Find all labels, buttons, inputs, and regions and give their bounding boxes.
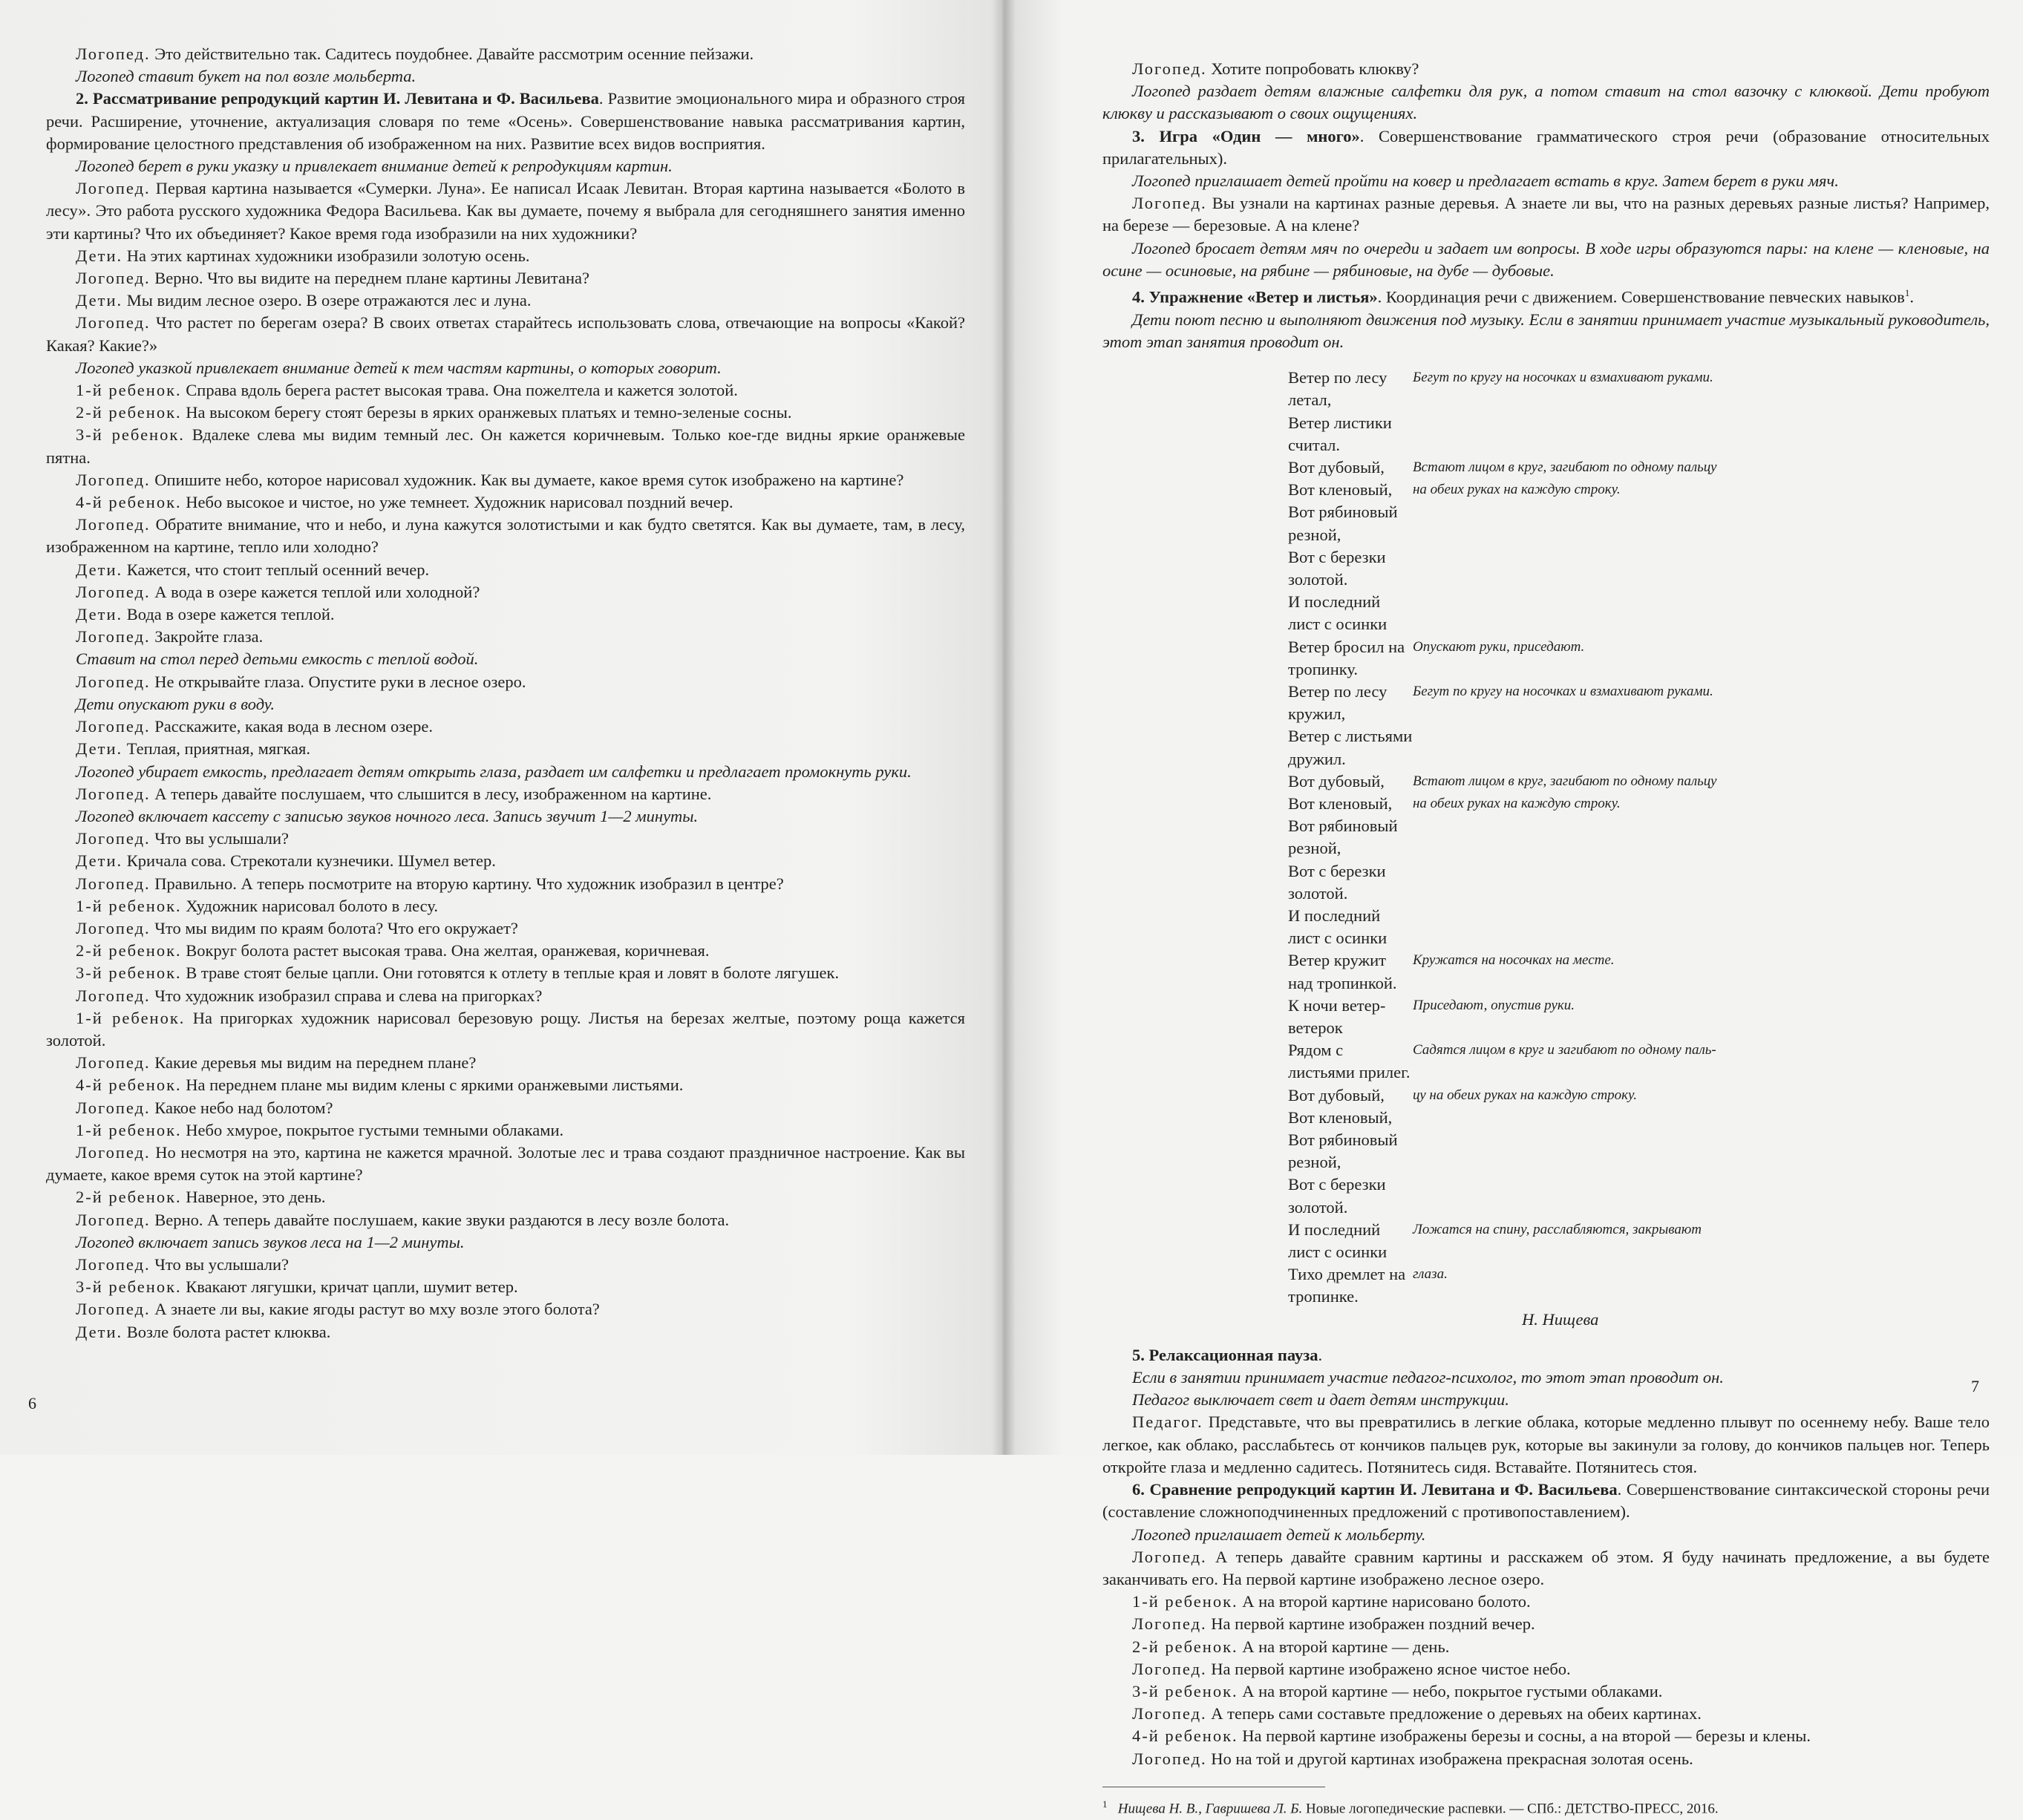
paragraph [46, 1074, 965, 1096]
text-run: Логопед указкой привлекает внимание детей к тем частям картины, о которых говорит. [76, 358, 722, 377]
speaker-label: 4-й ребенок. [1132, 1726, 1238, 1746]
poem-verse: Вот с березки золотой. [1288, 547, 1386, 589]
poem-stage-direction: Опускают руки, приседают. [1413, 638, 1585, 655]
paragraph [46, 1097, 965, 1119]
paragraph [46, 805, 965, 828]
text-run: Но на той и другой картинах изображена прекрасная золотая осень. [1206, 1749, 1693, 1768]
text-run: Художник нарисовал болото в лесу. [181, 896, 438, 915]
speaker-label: Логопед. [76, 829, 151, 848]
paragraph [1102, 1748, 1990, 1770]
paragraph [46, 245, 965, 267]
text-run: . Совершенствование грамматического строя речи (образование относительных прилагательных). [1102, 126, 1990, 168]
text-run: Что вы услышали? [150, 829, 290, 848]
speaker-label: 2-й ребенок. [1132, 1637, 1238, 1656]
paragraph [1102, 1344, 1990, 1366]
text-run: На пригорках художник нарисовал березовую рощу. Листья на березах желтые, поэтому роща кажется золотой. [46, 1008, 965, 1050]
poem-line [1102, 860, 1990, 905]
speaker-label: Логопед. [76, 1053, 151, 1073]
section-heading: 5. Релаксационная пауза [1132, 1345, 1318, 1364]
text-run: Справа вдоль берега растет высокая трава. Она пожелтела и кажется золотой. [181, 381, 738, 400]
text-run: На первой картине изображено ясное чистое небо. [1206, 1659, 1571, 1678]
text-run: Кричала сова. Стрекотали кузнечики. Шумел ветер. [122, 851, 496, 871]
text-run: Что мы видим по краям болота? Что его окружает? [150, 918, 518, 937]
paragraph [46, 424, 965, 468]
speaker-label: Логопед. [1132, 1659, 1207, 1678]
footnote-authors: Нищева Н. В., Гавришева Л. Б. [1117, 1801, 1303, 1817]
speaker-label: Логопед. [76, 515, 151, 534]
poem-line [1102, 636, 1990, 681]
paragraph [1102, 1703, 1990, 1725]
text-run: Логопед приглашает детей к мольберту. [1132, 1525, 1426, 1544]
text-run: Наверное, это день. [181, 1188, 326, 1207]
paragraph [46, 1231, 965, 1254]
paragraph [46, 88, 965, 155]
paragraph [46, 491, 965, 514]
text-run: . [1909, 287, 1914, 307]
paragraph [46, 962, 965, 984]
paragraph [46, 985, 965, 1007]
right-page [1002, 0, 2023, 1817]
poem-line [1102, 1219, 1990, 1263]
paragraph [46, 1254, 965, 1276]
poem-verse: Вот рябиновый резной, [1288, 503, 1398, 544]
speaker-label: 1-й ребенок. [76, 896, 182, 915]
poem-verse: Ветер бросил на тропинку. [1288, 637, 1405, 678]
paragraph [46, 603, 965, 626]
paragraph [46, 626, 965, 648]
speaker-label: 1-й ребенок. [76, 1008, 186, 1027]
text-run: Не открывайте глаза. Опустите руки в лесное озеро. [150, 672, 526, 691]
left-page-text [46, 43, 965, 1343]
paragraph [46, 895, 965, 917]
paragraph [46, 43, 965, 65]
text-run: Верно. Что вы видите на переднем плане картины Левитана? [150, 269, 589, 288]
poem-stage-direction [1413, 725, 1990, 770]
right-top-text [1102, 58, 1990, 353]
footnote-ref: 1 [1904, 287, 1910, 299]
paragraph [46, 177, 965, 245]
text-run: А на второй картине — день. [1238, 1637, 1450, 1656]
speaker-label: Дети. [76, 560, 123, 579]
left-page-number: 6 [28, 1394, 36, 1413]
poem-stage-direction: Бегут по кругу на носочках и взмахивают руками. [1413, 370, 1713, 386]
text-run: Что художник изобразил справа и слева на пригорках? [150, 986, 543, 1005]
speaker-label: 2-й ребенок. [76, 403, 182, 422]
poem-stage-direction [1413, 412, 1990, 456]
text-run: А теперь давайте сравним картины и расскажем об этом. Я буду начинать предложение, а вы будете заканчивать его. На первой картине изображено лесное озеро. [1102, 1547, 1990, 1588]
speaker-label: Дети. [76, 246, 123, 265]
poem-stage-direction: на обеих руках на каждую строку. [1413, 482, 1621, 498]
text-run: Педагог выключает свет и дает детям инструкции. [1132, 1390, 1509, 1410]
paragraph [1102, 1546, 1990, 1591]
text-run: Дети поют песню и выполняют движения под музыку. Если в занятии принимает участие музыкальный руководитель, этот этап занятия проводит он. [1102, 310, 1990, 351]
speaker-label: Логопед. [76, 874, 151, 893]
poem-verse: Ветер с листьями дружил. [1288, 727, 1413, 768]
speaker-label: Логопед. [76, 918, 151, 937]
text-run: На этих картинах художники изобразили золотую осень. [122, 246, 530, 265]
speaker-label: Логопед. [76, 986, 151, 1005]
text-run: А теперь давайте послушаем, что слышится в лесу, изображенном на картине. [150, 784, 712, 803]
paragraph [46, 1209, 965, 1231]
poem-line [1102, 412, 1990, 456]
paragraph [46, 514, 965, 558]
poem-line [1102, 591, 1990, 635]
paragraph [46, 267, 965, 289]
speaker-label: Логопед. [1132, 59, 1207, 78]
paragraph [1102, 1591, 1990, 1613]
poem-stage-direction: на обеих руках на каждую строку. [1413, 796, 1621, 811]
book-gutter [992, 0, 1016, 1455]
poem-line [1102, 546, 1990, 591]
poem-stage-direction: Ложатся на спину, расслабляются, закрывают [1413, 1221, 1702, 1237]
text-run: Дети опускают руки в воду. [76, 694, 275, 713]
paragraph [46, 693, 965, 716]
poem-line [1102, 725, 1990, 770]
poem-stage-direction: Садятся лицом в круг и загибают по одному паль- [1413, 1042, 1716, 1058]
paragraph [1102, 1680, 1990, 1703]
text-run: . Совершенствование синтаксической стороны речи (составление сложноподчиненных предложений с противопоставлением). [1102, 1480, 1990, 1522]
poem-verse: Ветер по лесу кружил, [1288, 681, 1388, 724]
speaker-label: Логопед. [1132, 194, 1207, 213]
speaker-label: Дети. [76, 291, 123, 310]
poem-verse: Вот с березки золотой. [1288, 861, 1386, 903]
paragraph [46, 1276, 965, 1298]
text-run: . Координация речи с движением. Совершенствование певческих навыков [1377, 287, 1905, 307]
speaker-label: 2-й ребенок. [76, 1188, 182, 1207]
text-run: На первой картине изображен поздний вечер. [1206, 1614, 1535, 1634]
text-run: Хотите попробовать клюкву? [1206, 59, 1419, 78]
text-run: А знаете ли вы, какие ягоды растут во мху возле этого болота? [150, 1300, 600, 1319]
speaker-label: 2-й ребенок. [76, 941, 182, 960]
poem-stage-direction [1413, 591, 1990, 635]
paragraph [46, 559, 965, 581]
speaker-label: 4-й ребенок. [76, 1076, 182, 1095]
text-run: На высоком берегу стоят березы в ярких оранжевых платьях и темно-зеленые сосны. [181, 403, 792, 422]
speaker-label: 3-й ребенок. [76, 1277, 182, 1297]
speaker-label: Логопед. [76, 470, 151, 489]
paragraph [46, 1119, 965, 1142]
paragraph [1102, 1479, 1990, 1523]
paragraph [46, 1142, 965, 1186]
text-run: Опишите небо, которое нарисовал художник. Как вы думаете, какое время суток изображено на картине? [150, 470, 904, 489]
text-run: Правильно. А теперь посмотрите на вторую картину. Что художник изобразил в центре? [150, 874, 784, 893]
poem-stage-direction [1413, 1173, 1990, 1218]
paragraph [1102, 170, 1990, 192]
speaker-label: Логопед. [76, 269, 151, 288]
text-run: Что вы услышали? [150, 1254, 290, 1274]
text-run: Логопед раздает детям влажные салфетки для рук, а потом ставит на стол вазочку с клюквой. Дети пробуют клюкву и рассказывают о своих ощущениях. [1102, 82, 1990, 123]
text-run: Вода в озере кажется теплой. [122, 605, 335, 624]
paragraph [1102, 125, 1990, 170]
poem-line [1102, 681, 1990, 725]
right-page-text [1102, 58, 1990, 1820]
poem-stage-direction: Бегут по кругу на носочках и взмахивают руками. [1413, 683, 1713, 699]
speaker-label: Логопед. [1132, 1547, 1207, 1566]
footnote-mark: 1 [1102, 1798, 1108, 1810]
text-run: Логопед ставит букет на пол возле мольберта. [76, 67, 416, 86]
text-run: Расскажите, какая вода в лесном озере. [150, 717, 433, 736]
speaker-label: 4-й ребенок. [76, 493, 182, 512]
text-run: Возле болота растет клюква. [122, 1322, 331, 1341]
poem-line [1102, 1263, 1990, 1308]
poem-stage-direction [1413, 546, 1990, 591]
speaker-label: Логопед. [1132, 1614, 1207, 1634]
section-heading: 3. Игра «Один — много» [1132, 126, 1360, 145]
paragraph [46, 1186, 965, 1208]
text-run: Какие деревья мы видим на переднем плане? [150, 1053, 477, 1073]
paragraph [1102, 1658, 1990, 1680]
poem-verse: Ветер листики считал. [1288, 413, 1392, 454]
paragraph [46, 379, 965, 402]
poem-line [1102, 949, 1990, 994]
speaker-label: Дети. [76, 605, 123, 624]
speaker-label: 3-й ребенок. [1132, 1681, 1238, 1700]
poem-stage-direction [1413, 815, 1990, 860]
section-heading: 2. Рассматривание репродукций картин И. Левитана и Ф. Васильева [76, 89, 599, 108]
text-run: . Развитие эмоционального мира и образного строя речи. Расширение, уточнение, актуализация словаря по теме «Осень». Совершенствование навыка рассматривания картин, формирование целостного представления об изображенном на них. Развитие всех видов восприятия. [46, 89, 965, 153]
poem-line [1102, 501, 1990, 546]
speaker-label: 1-й ребенок. [1132, 1592, 1238, 1611]
speaker-label: Логопед. [76, 1300, 151, 1319]
speaker-label: Логопед. [76, 1142, 151, 1162]
paragraph [46, 761, 965, 783]
poem-line [1102, 905, 1990, 949]
paragraph [46, 716, 965, 738]
paragraph [46, 1321, 965, 1343]
paragraph [46, 1052, 965, 1074]
paragraph [46, 312, 965, 356]
text-run: А вода в озере кажется теплой или холодной? [150, 582, 480, 601]
poem-verse: Вот с березки золотой. [1288, 1175, 1386, 1217]
paragraph [1102, 1613, 1990, 1635]
paragraph [46, 671, 965, 693]
speaker-label: Логопед. [76, 672, 151, 691]
text-run: Представьте, что вы превратились в легкие облака, которые медленно плывут по осеннему небу. Ваше тело легкое, как облако, расслабьтесь от кончиков пальцев рук, которые вы закинули за голову, до кончиков пальцев ног. Теперь откройте глаза и медленно садитесь. Потянитесь сидя. Вставайте. Потянитесь стоя. [1102, 1413, 1990, 1476]
poem-line [1102, 995, 1990, 1039]
speaker-label: Дети. [76, 739, 123, 759]
text-run: Верно. А теперь давайте послушаем, какие звуки раздаются в лесу возле болота. [150, 1210, 730, 1229]
poem-line [1102, 770, 1990, 793]
poem-stage-direction: Встают лицом в круг, загибают по одному пальцу [1413, 773, 1717, 789]
right-page-number: 7 [1971, 1377, 1979, 1395]
text-run: Вокруг болота растет высокая трава. Она желтая, оранжевая, коричневая. [181, 941, 710, 960]
poem-verse: Вот рябиновый резной, [1288, 1130, 1398, 1172]
poem-stage-direction [1413, 1129, 1990, 1173]
text-run: А на второй картине — небо, покрытое густыми облаками. [1238, 1681, 1663, 1700]
speaker-label: Логопед. [1132, 1749, 1207, 1768]
section-heading: 4. Упражнение «Ветер и листья» [1132, 287, 1378, 307]
text-run: . [1318, 1345, 1323, 1364]
poem-line [1102, 456, 1990, 479]
speaker-label: Дети. [76, 851, 123, 871]
paragraph [1102, 1389, 1990, 1411]
paragraph [46, 402, 965, 424]
poem-verse: Вот дубовый, [1288, 1085, 1385, 1104]
speaker-label: 1-й ребенок. [76, 1120, 182, 1139]
left-page [0, 0, 1002, 1455]
paragraph [1102, 80, 1990, 125]
text-run: Логопед включает кассету с записью звуков ночного леса. Запись звучит 1—2 минуты. [76, 806, 699, 825]
paragraph [46, 1007, 965, 1052]
poem-verse: И последний лист с осинки [1288, 906, 1388, 948]
speaker-label: Логопед. [76, 1210, 151, 1229]
speaker-label: Педагог. [1132, 1413, 1203, 1432]
poem-line [1102, 1107, 1990, 1129]
speaker-label: Логопед. [76, 717, 151, 736]
speaker-label: 3-й ребенок. [76, 963, 182, 983]
poem-verse: И последний лист с осинки [1288, 592, 1388, 634]
text-run: Логопед включает запись звуков леса на 1—2 минуты. [76, 1232, 465, 1251]
paragraph [46, 828, 965, 850]
poem-verse: Тихо дремлет на тропинке. [1288, 1265, 1406, 1306]
text-run: Это действительно так. Садитесь поудобнее. Давайте рассмотрим осенние пейзажи. [150, 45, 754, 63]
section-heading: 6. Сравнение репродукций картин И. Левитана и Ф. Васильева [1132, 1480, 1618, 1499]
poem-verse: К ночи ветер-ветерок [1288, 995, 1386, 1038]
text-run: Квакают лягушки, кричат цапли, шумит ветер. [181, 1277, 518, 1297]
paragraph [46, 850, 965, 872]
poem-line [1102, 1129, 1990, 1173]
poem-line [1102, 793, 1990, 815]
text-run: А на второй картине нарисовано болото. [1238, 1592, 1531, 1611]
poem-stage-direction [1413, 905, 1990, 949]
speaker-label: Логопед. [1132, 1704, 1207, 1724]
poem-line [1102, 1084, 1990, 1107]
poem-stage-direction: глаза. [1413, 1266, 1448, 1283]
poem-line [1102, 815, 1990, 860]
text-run: Если в занятии принимает участие педагог-психолог, то этот этап проводит он. [1132, 1368, 1724, 1387]
paragraph [46, 648, 965, 670]
text-run: Что растет по берегам озера? В своих ответах старайтесь использовать слова, отвечающие на вопросы «Какой? Какая? Какие?» [46, 313, 965, 355]
poem-line [1102, 367, 1990, 411]
text-run: Логопед бросает детям мяч по очереди и задает им вопросы. В ходе игры образуются пары: на клене — кленовые, на осине — осиновые, на рябине — рябиновые, на дубе — дубовые. [1102, 238, 1990, 280]
paragraph [1102, 238, 1990, 282]
text-run: Вдалеке слева мы видим темный лес. Он кажется коричневым. Только кое-где видны яркие оранжевые пятна. [46, 425, 965, 467]
text-run: Какое небо над болотом? [150, 1098, 333, 1117]
poem-verse: Вот кленовый, [1288, 480, 1393, 500]
poem-verse: Вот дубовый, [1288, 457, 1385, 477]
footnote [1102, 1793, 1990, 1820]
poem-author: Н. Нищева [1522, 1309, 1599, 1329]
text-run: Кажется, что стоит теплый осенний вечер. [122, 560, 430, 579]
poem-stage-direction: Приседают, опустив руки. [1413, 997, 1575, 1013]
paragraph [46, 155, 965, 177]
text-run: Вы узнали на картинах разные деревья. А знаете ли вы, что на разных деревьях разные листья? Например, на березе — березовые. А на клене? [1102, 194, 1990, 235]
speaker-label: Логопед. [76, 784, 151, 803]
speaker-label: Логопед. [76, 1254, 151, 1274]
paragraph [1102, 1524, 1990, 1546]
paragraph [1102, 58, 1990, 80]
poem-stage-direction [1413, 501, 1990, 546]
text-run: Обратите внимание, что и небо, и луна кажутся золотистыми и как будто светятся. Как вы думаете, там, в лесу, изображенном на картине, тепло или холодно? [46, 515, 965, 557]
poem-verse: Вот кленовый, [1288, 794, 1393, 813]
poem-stage-direction: Встают лицом в круг, загибают по одному пальцу [1413, 459, 1717, 475]
speaker-label: Логопед. [76, 1098, 151, 1117]
paragraph [1102, 1725, 1990, 1747]
speaker-label: Логопед. [76, 313, 151, 333]
speaker-label: Логопед. [76, 179, 151, 198]
paragraph [1102, 1636, 1990, 1658]
paragraph [1102, 282, 1990, 309]
paragraph [46, 940, 965, 962]
poem-verse: Ветер кружит над тропинкой. [1288, 951, 1397, 992]
poem-line [1102, 1039, 1990, 1084]
text-run: На первой картине изображены березы и сосны, а на второй — березы и клены. [1238, 1726, 1811, 1746]
poem-stage-direction: Кружатся на носочках на месте. [1413, 952, 1615, 969]
poem-verse: И последний лист с осинки [1288, 1220, 1388, 1262]
paragraph [1102, 1366, 1990, 1389]
text-run: На переднем плане мы видим клены с яркими оранжевыми листьями. [181, 1076, 684, 1095]
text-run: Но несмотря на это, картина не кажется мрачной. Золотые лес и трава создают праздничное настроение. Как вы думаете, какое время суток на этой картине? [46, 1142, 965, 1185]
text-run: Небо высокое и чистое, но уже темнеет. Художник нарисовал поздний вечер. [181, 493, 733, 512]
speaker-label: Логопед. [76, 582, 151, 601]
poem-verse: Вот рябиновый резной, [1288, 816, 1398, 858]
text-run: А теперь сами составьте предложение о деревьях на обеих картинах. [1206, 1704, 1702, 1724]
poem-line [1102, 1173, 1990, 1218]
paragraph [46, 469, 965, 491]
poem-verse: Вот дубовый, [1288, 771, 1385, 790]
paragraph [46, 581, 965, 603]
text-run: Закройте глаза. [150, 627, 264, 647]
paragraph [46, 738, 965, 760]
poem [1102, 367, 1990, 1309]
right-bottom-text [1102, 1344, 1990, 1770]
footnote-text: Новые логопедические распевки. — СПб.: ДЕТСТВО-ПРЕСС, 2016. [1302, 1801, 1719, 1817]
text-run: Небо хмурое, покрытое густыми темными облаками. [181, 1120, 564, 1139]
poem-line [1102, 479, 1990, 501]
paragraph [46, 357, 965, 379]
paragraph [46, 783, 965, 805]
paragraph [46, 289, 965, 312]
poem-verse: Вот кленовый, [1288, 1107, 1393, 1127]
paragraph [1102, 1411, 1990, 1479]
text-run: Ставит на стол перед детьми емкость с теплой водой. [76, 649, 479, 669]
speaker-label: Логопед. [76, 627, 151, 647]
paragraph [1102, 309, 1990, 353]
paragraph [1102, 192, 1990, 237]
text-run: Логопед приглашает детей пройти на ковер и предлагает встать в круг. Затем берет в руки мяч. [1132, 171, 1839, 191]
speaker-label: Дети. [76, 1322, 123, 1341]
poem-verse: Ветер по лесу летал, [1288, 368, 1388, 410]
poem-stage-direction: цу на обеих руках на каждую строку. [1413, 1087, 1638, 1103]
text-run: Теплая, приятная, мягкая. [122, 739, 310, 759]
paragraph [46, 1298, 965, 1320]
speaker-label: Логопед. [76, 45, 151, 63]
text-run: Мы видим лесное озеро. В озере отражаются лес и луна. [122, 291, 532, 310]
paragraph [46, 873, 965, 895]
poem-stage-direction [1413, 860, 1990, 905]
text-run: Логопед убирает емкость, предлагает детям открыть глаза, раздает им салфетки и предлагает промокнуть руки. [76, 762, 912, 781]
speaker-label: 3-й ребенок. [76, 425, 185, 445]
speaker-label: 1-й ребенок. [76, 381, 182, 400]
text-run: Первая картина называется «Сумерки. Луна». Ее написал Исаак Левитан. Вторая картина называется «Болото в лесу». Это работа русского художника Федора Васильева. Как вы думаете, почему я выбрала для сегодняшнего занятия именно эти картины? Что их объединяет? Какое время года изобразили на них художники? [46, 179, 965, 243]
text-run: Логопед берет в руки указку и привлекает внимание детей к репродукциям картин. [76, 157, 673, 176]
text-run: В траве стоят белые цапли. Они готовятся к отлету в теплые края и ловят в болоте лягушек. [181, 963, 840, 983]
poem-stage-direction [1413, 1107, 1990, 1129]
paragraph [46, 917, 965, 940]
paragraph [46, 65, 965, 88]
poem-verse: Рядом с листьями прилег. [1288, 1041, 1411, 1082]
